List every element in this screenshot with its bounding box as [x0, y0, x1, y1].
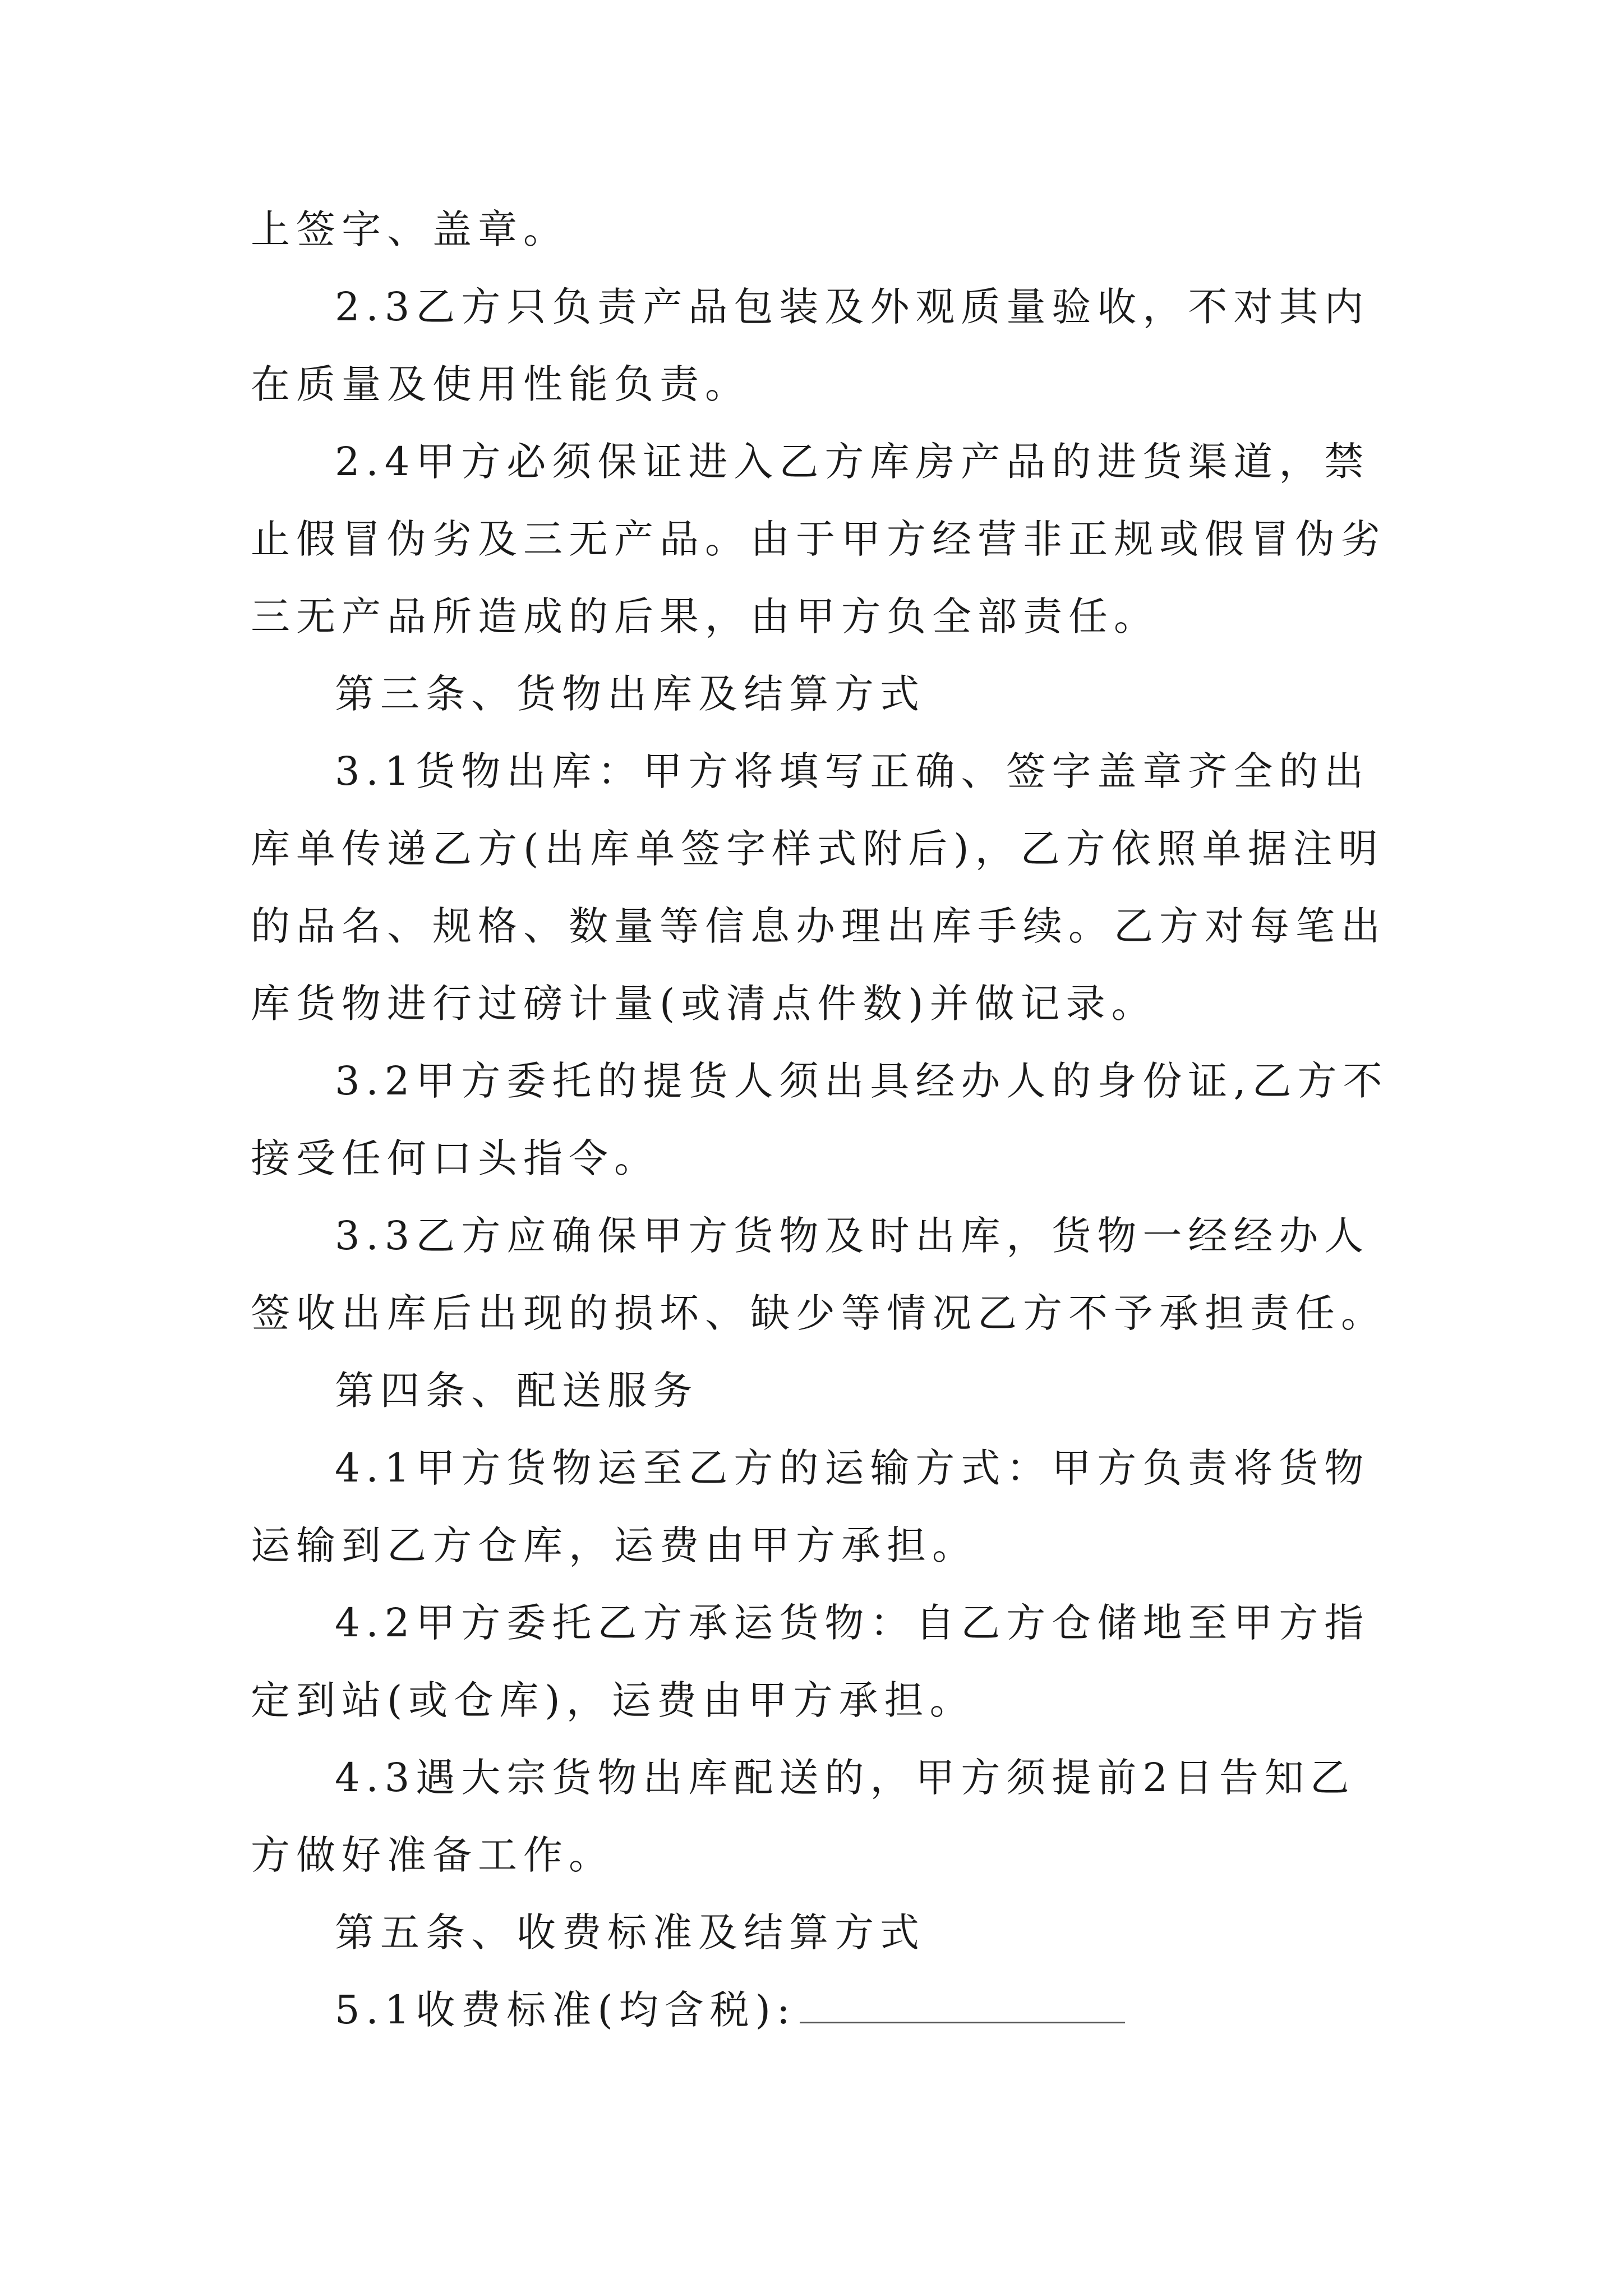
paragraph-5-1-text: 5.1收费标准(均含税): [335, 1987, 796, 2033]
heading-article-3: 第三条、货物出库及结算方式 [335, 671, 925, 717]
paragraph-3-3: 3.3乙方应确保甲方货物及时出库，货物一经经办人签收出库后出现的损坏、缺少等情况乙方不予承担责任。 [251, 1213, 1386, 1336]
heading-article-5: 第五条、收费标准及结算方式 [335, 1910, 925, 1955]
paragraph-5-1 [251, 1971, 1389, 2049]
paragraph-2-4: 2.4甲方必须保证进入乙方库房产品的进货渠道，禁止假冒伪劣及三无产品。由于甲方经营非正规或假冒伪劣三无产品所造成的后果，由甲方负全部责任。 [251, 439, 1386, 639]
heading-article-4: 第四条、配送服务 [335, 1368, 698, 1414]
document-body [251, 191, 1389, 2049]
paragraph-4-2: 4.2甲方委托乙方承运货物：自乙方仓储地至甲方指定到站(或仓库)，运费由甲方承担。 [251, 1600, 1370, 1723]
paragraph-signature-continuation: 上签字、盖章。 [251, 206, 569, 252]
paragraph-4-3: 4.3遇大宗货物出库配送的，甲方须提前2日告知乙方做好准备工作。 [251, 1755, 1355, 1878]
fill-in-blank-line [800, 1988, 1125, 2023]
paragraph-4-1: 4.1甲方货物运至乙方的运输方式：甲方负责将货物运输到乙方仓库，运费由甲方承担。 [251, 1445, 1370, 1568]
paragraph-3-2: 3.2甲方委托的提货人须出具经办人的身份证,乙方不接受任何口头指令。 [251, 1058, 1389, 1181]
paragraph-3-1: 3.1货物出库：甲方将填写正确、签字盖章齐全的出库单传递乙方(出库单签字样式附后)，乙方依照单据注明的品名、规格、数量等信息办理出库手续。乙方对每笔出库货物进行过磅计量(或清点件数)并做记录。 [251, 748, 1386, 1027]
paragraph-2-3: 2.3乙方只负责产品包装及外观质量验收，不对其内在质量及使用性能负责。 [251, 284, 1370, 407]
